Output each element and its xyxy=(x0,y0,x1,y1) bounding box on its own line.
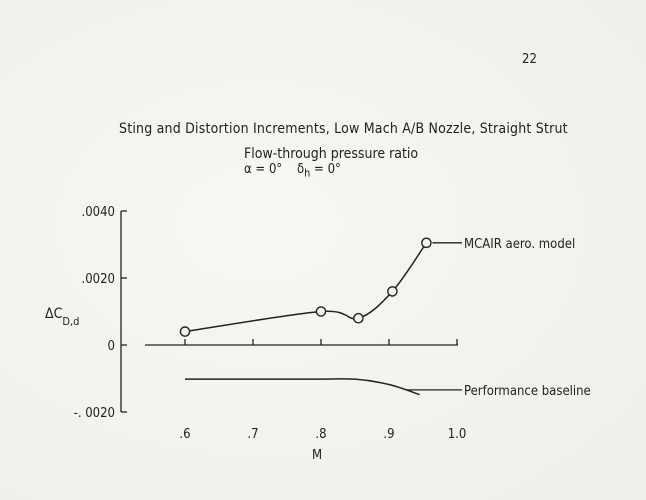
x-tick-label: .9 xyxy=(383,427,395,442)
x-tick-label: 1.0 xyxy=(447,427,467,442)
x-tick-label: .8 xyxy=(315,427,327,442)
data-point-marker xyxy=(388,287,397,296)
labels-layer xyxy=(74,205,591,442)
x-tick-label: .6 xyxy=(179,427,191,442)
x-axis-label: M xyxy=(312,448,323,463)
series-line-baseline xyxy=(185,379,420,395)
axes xyxy=(121,211,458,412)
y-tick-label: .0040 xyxy=(81,205,115,220)
chart-title: Sting and Distortion Increments, Low Mach A/B Nozzle, Straight Strut xyxy=(119,121,568,137)
y-axis-label xyxy=(45,306,79,328)
y-axis-label-main: ΔC xyxy=(45,306,63,322)
page-number: 22 xyxy=(522,52,537,67)
series-label-mcair: MCAIR aero. model xyxy=(464,236,576,252)
series-layer xyxy=(180,238,462,394)
data-point-marker xyxy=(180,327,189,336)
data-point-marker xyxy=(422,238,431,247)
condition-alpha: α = 0° xyxy=(244,162,283,177)
y-axis-label-sub: D,d xyxy=(62,315,80,328)
delta-value: = 0° xyxy=(310,162,341,177)
delta-subscript: h xyxy=(304,166,311,180)
data-point-marker xyxy=(354,314,363,323)
y-tick-label: .0020 xyxy=(81,272,115,287)
series-label-baseline: Performance baseline xyxy=(464,383,591,399)
data-point-marker xyxy=(316,307,325,316)
delta-symbol: δ xyxy=(297,162,305,177)
chart-subtitle: Flow-through pressure ratio xyxy=(244,146,419,162)
x-tick-label: .7 xyxy=(247,427,259,442)
y-tick-label: 0 xyxy=(107,339,115,354)
y-tick-label: -. 0020 xyxy=(73,406,115,421)
